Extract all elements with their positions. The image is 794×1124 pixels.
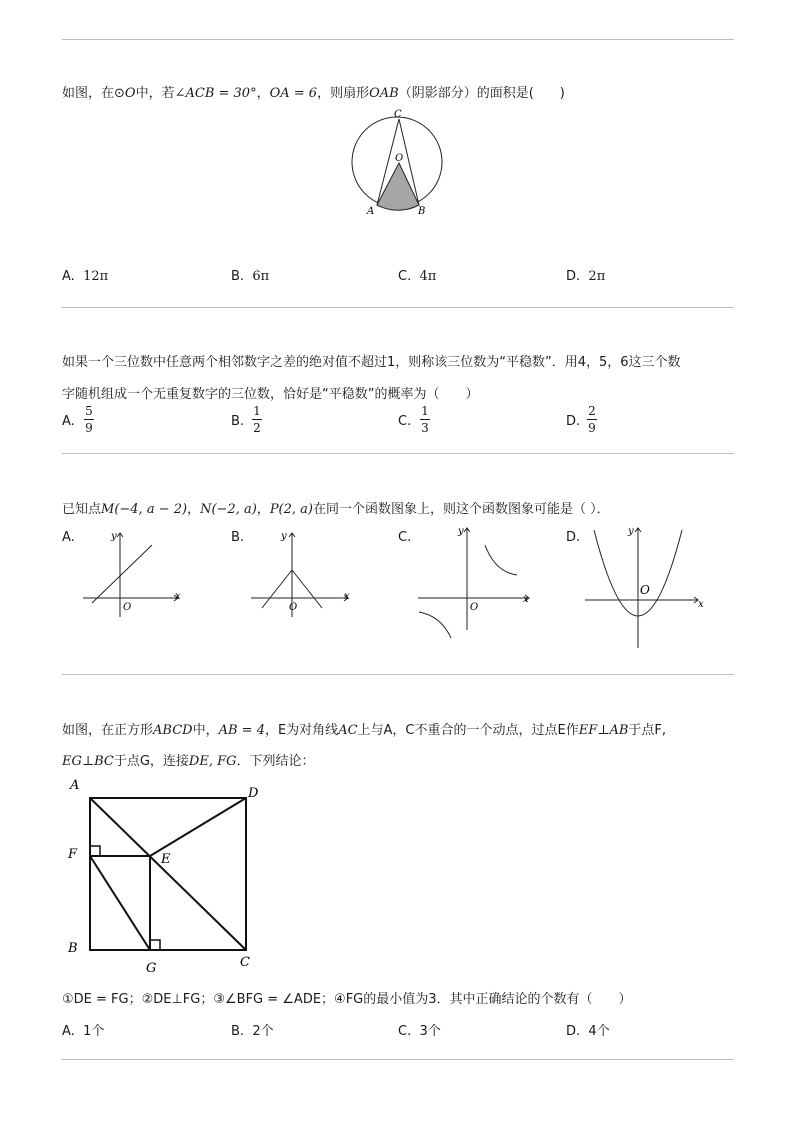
svg-text:O: O <box>470 602 479 613</box>
q3-option-b[interactable]: B. <box>231 530 245 545</box>
q3-option-c[interactable]: C. <box>398 530 412 545</box>
svg-text:y: y <box>458 526 464 537</box>
svg-text:y: y <box>281 531 287 542</box>
svg-text:C: C <box>240 955 250 970</box>
q1-option-c[interactable]: C. 4π <box>398 269 437 284</box>
svg-text:O: O <box>123 602 132 613</box>
separator-bottom <box>62 1059 734 1060</box>
q2-option-b-fraction: 1 2 <box>253 404 261 435</box>
q1-option-a[interactable]: A. 12π <box>62 269 109 284</box>
separator-q3-q4 <box>62 674 734 675</box>
q4-option-c[interactable]: C. 3个 <box>398 1024 441 1039</box>
svg-text:y: y <box>111 531 117 542</box>
q1-label-b: B <box>418 206 426 217</box>
svg-text:x: x <box>523 594 529 605</box>
q1-label-o: O <box>395 153 404 164</box>
q1-stem: 如图，在⊙O中，若∠ACB = 30°，OA = 6，则扇形OAB（阴影部分）的面积是( ) <box>62 86 565 101</box>
svg-text:O: O <box>640 583 650 597</box>
q2-option-d-letter[interactable]: D. <box>566 414 581 429</box>
separator-q2-q3 <box>62 453 734 454</box>
q3-graph-a <box>80 525 190 620</box>
q3-stem: 已知点M(−4, a − 2)，N(−2, a)，P(2, a)在同一个函数图象上，则这个函数图象可能是（ ）． <box>62 502 610 517</box>
q1-label-c: C <box>394 109 402 120</box>
q3-option-a[interactable]: A. <box>62 530 75 545</box>
svg-text:A: A <box>70 778 80 793</box>
svg-text:x: x <box>175 591 181 602</box>
svg-text:E: E <box>161 852 171 867</box>
q2-option-c-fraction: 1 3 <box>421 404 429 435</box>
svg-text:x: x <box>698 599 704 610</box>
q4-option-a[interactable]: A. 1个 <box>62 1024 105 1039</box>
svg-text:B: B <box>68 941 78 956</box>
svg-text:y: y <box>628 526 634 537</box>
q3-option-d[interactable]: D. <box>566 530 581 545</box>
q2-option-d-fraction: 2 9 <box>588 404 596 435</box>
q2-stem-line1: 如果一个三位数中任意两个相邻数字之差的绝对值不超过1，则称该三位数为“平稳数”．用4，5，6这三个数 <box>62 355 681 370</box>
q3-graph-b <box>248 525 358 620</box>
q3-graph-d <box>582 520 712 652</box>
q2-option-a-letter[interactable]: A. <box>62 414 75 429</box>
q4-option-d[interactable]: D. 4个 <box>566 1024 610 1039</box>
svg-text:D: D <box>248 786 259 801</box>
q4-stem-line1: 如图，在正方形ABCD中，AB = 4，E为对角线AC上与A，C不重合的一个动点，过点E作EF⊥AB于点F, <box>62 723 667 738</box>
separator-q1-q2 <box>62 307 734 308</box>
svg-text:F: F <box>68 847 78 862</box>
q4-conclusions: ①DE = FG；②DE⊥FG；③∠BFG = ∠ADE；④FG的最小值为3．其中正确结论的个数有（ ） <box>62 992 632 1007</box>
svg-text:O: O <box>289 602 298 613</box>
q2-option-c-letter[interactable]: C. <box>398 414 412 429</box>
svg-text:G: G <box>146 961 157 976</box>
q2-option-a-fraction: 5 9 <box>85 404 93 435</box>
q3-graph-c <box>415 520 540 645</box>
q4-stem-line2: EG⊥BC于点G，连接DE, FG．下列结论： <box>62 754 315 769</box>
q1-option-d[interactable]: D. 2π <box>566 269 606 284</box>
q4-square-figure <box>60 772 270 977</box>
q4-option-b[interactable]: B. 2个 <box>231 1024 274 1039</box>
svg-text:x: x <box>344 591 350 602</box>
q1-option-b[interactable]: B. 6π <box>231 269 270 284</box>
q1-label-a: A <box>367 206 375 217</box>
q2-option-b-letter[interactable]: B. <box>231 414 245 429</box>
q2-stem-line2: 字随机组成一个无重复数字的三位数，恰好是“平稳数”的概率为（ ） <box>62 387 479 402</box>
q1-circle-figure <box>345 105 445 220</box>
separator-top <box>62 39 734 40</box>
